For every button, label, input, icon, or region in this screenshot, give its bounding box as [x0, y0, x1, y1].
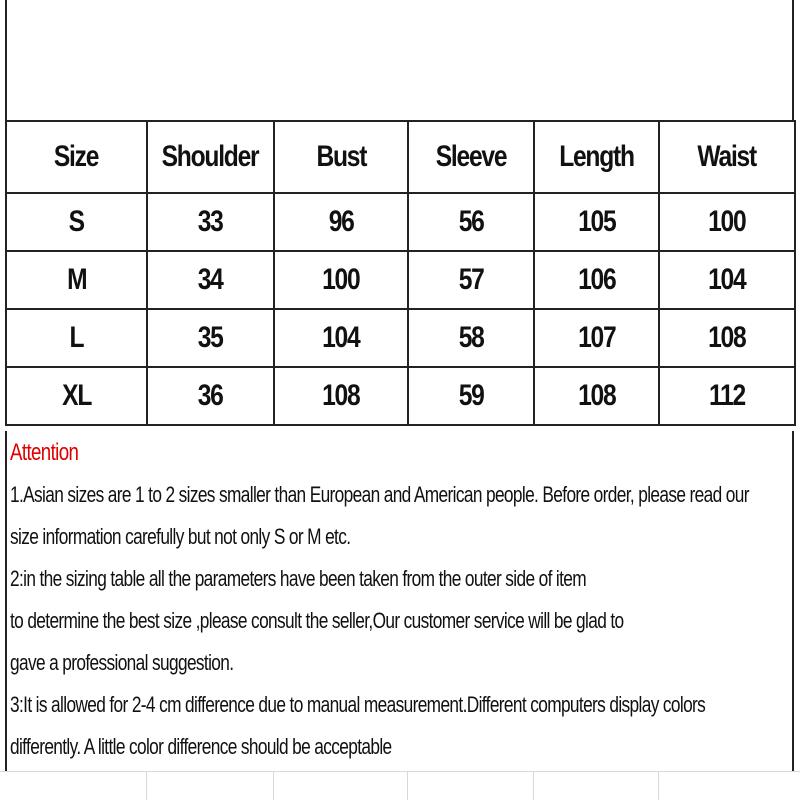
- table-cell: 33: [147, 193, 274, 251]
- spreadsheet-gridlines: [0, 771, 800, 800]
- grid-divider: [533, 772, 534, 800]
- table-cell: 36: [147, 367, 274, 425]
- header-shoulder: Shoulder: [147, 121, 274, 193]
- table-row-s: [6, 193, 795, 251]
- note-line: 1.Asian sizes are 1 to 2 sizes smaller than European and American people. Before order, please read our: [10, 482, 749, 507]
- table-cell: 104: [274, 309, 408, 367]
- table-cell: L: [6, 309, 147, 367]
- table-cell: 108: [274, 367, 408, 425]
- header-waist: Waist: [659, 121, 795, 193]
- table-cell: XL: [6, 367, 147, 425]
- table-cell: 100: [659, 193, 795, 251]
- note-line: gave a professional suggestion.: [10, 650, 234, 675]
- grid-divider: [407, 772, 408, 800]
- top-right-border: [792, 0, 794, 120]
- table-cell: 106: [534, 251, 659, 309]
- table-cell: S: [6, 193, 147, 251]
- note-line: 3:It is allowed for 2-4 cm difference due to manual measurement.Different computers display colors: [10, 692, 706, 717]
- size-table: [5, 120, 796, 426]
- grid-divider: [146, 772, 147, 800]
- grid-divider: [658, 772, 659, 800]
- table-cell: 59: [408, 367, 534, 425]
- table-cell: 58: [408, 309, 534, 367]
- table-cell: 35: [147, 309, 274, 367]
- table-row-xl: [6, 367, 795, 425]
- table-row-m: [6, 251, 795, 309]
- header-sleeve: Sleeve: [408, 121, 534, 193]
- header-length: Length: [534, 121, 659, 193]
- table-cell: 112: [659, 367, 795, 425]
- table-cell: 96: [274, 193, 408, 251]
- attention-heading: Attention: [10, 439, 79, 466]
- table-cell: 34: [147, 251, 274, 309]
- note-line: to determine the best size ,please consult the seller,Our customer service will be glad to: [10, 608, 624, 633]
- top-left-border: [5, 0, 7, 120]
- table-cell: M: [6, 251, 147, 309]
- table-cell: 56: [408, 193, 534, 251]
- note-line: size information carefully but not only S or M etc.: [10, 524, 351, 549]
- table-cell: 104: [659, 251, 795, 309]
- note-line: differently. A little color difference should be acceptable: [10, 734, 392, 759]
- table-cell: 57: [408, 251, 534, 309]
- table-cell: 108: [534, 367, 659, 425]
- table-header-row: [6, 121, 795, 193]
- table-cell: 105: [534, 193, 659, 251]
- table-cell: 108: [659, 309, 795, 367]
- grid-divider: [273, 772, 274, 800]
- header-bust: Bust: [274, 121, 408, 193]
- notes-section: [5, 431, 794, 771]
- note-line: 2:in the sizing table all the parameters have been taken from the outer side of item: [10, 566, 587, 591]
- header-size: Size: [6, 121, 147, 193]
- table-cell: 107: [534, 309, 659, 367]
- table-row-l: [6, 309, 795, 367]
- table-cell: 100: [274, 251, 408, 309]
